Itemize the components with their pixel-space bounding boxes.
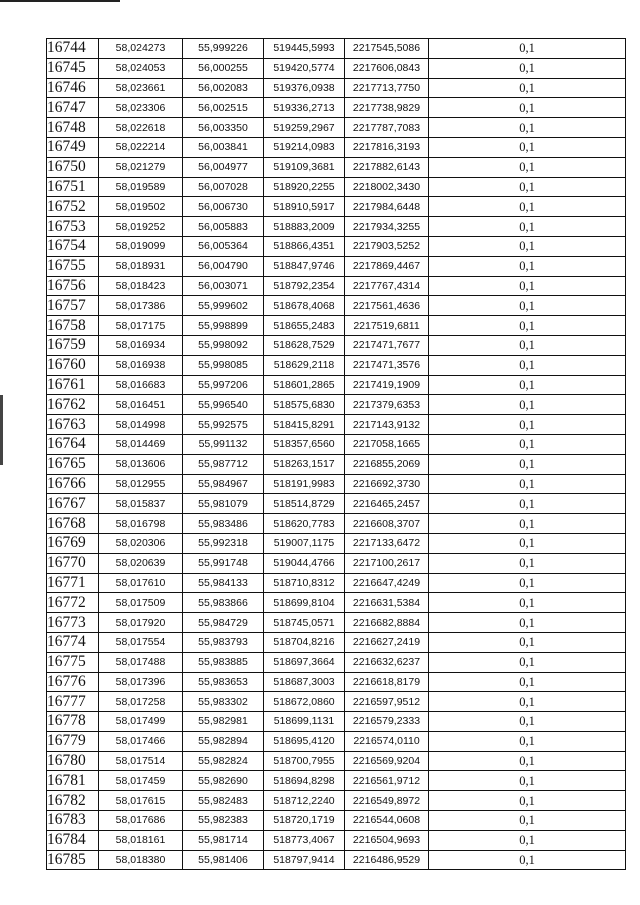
- y-coordinate-cell: 2216569,9204: [345, 751, 429, 771]
- point-number-cell: 16761: [47, 375, 99, 395]
- accuracy-cell: 0,1: [429, 811, 626, 831]
- x-coordinate-cell: 518745,0571: [264, 613, 345, 633]
- y-coordinate-cell: 2217100,2617: [345, 553, 429, 573]
- point-number-cell: 16753: [47, 217, 99, 237]
- table-row: [47, 811, 626, 831]
- accuracy-cell: 0,1: [429, 652, 626, 672]
- latitude-cell: 58,017686: [99, 811, 183, 831]
- latitude-cell: 58,014469: [99, 434, 183, 454]
- x-coordinate-cell: 518792,2354: [264, 276, 345, 296]
- latitude-cell: 58,017386: [99, 296, 183, 316]
- table-row: [47, 672, 626, 692]
- point-number-cell: 16772: [47, 593, 99, 613]
- table-row: [47, 771, 626, 791]
- y-coordinate-cell: 2218002,3430: [345, 177, 429, 197]
- y-coordinate-cell: 2216544,0608: [345, 811, 429, 831]
- longitude-cell: 56,002515: [183, 98, 264, 118]
- x-coordinate-cell: 519376,0938: [264, 78, 345, 98]
- point-number-cell: 16747: [47, 98, 99, 118]
- latitude-cell: 58,018161: [99, 830, 183, 850]
- longitude-cell: 56,002083: [183, 78, 264, 98]
- accuracy-cell: 0,1: [429, 514, 626, 534]
- x-coordinate-cell: 518678,4068: [264, 296, 345, 316]
- coordinates-table: [46, 38, 626, 870]
- y-coordinate-cell: 2217713,7750: [345, 78, 429, 98]
- accuracy-cell: 0,1: [429, 533, 626, 553]
- point-number-cell: 16768: [47, 514, 99, 534]
- y-coordinate-cell: 2216682,8884: [345, 613, 429, 633]
- latitude-cell: 58,017610: [99, 573, 183, 593]
- y-coordinate-cell: 2217767,4314: [345, 276, 429, 296]
- latitude-cell: 58,019589: [99, 177, 183, 197]
- y-coordinate-cell: 2217133,6472: [345, 533, 429, 553]
- table-row: [47, 118, 626, 138]
- x-coordinate-cell: 518910,5917: [264, 197, 345, 217]
- longitude-cell: 55,983302: [183, 692, 264, 712]
- table-row: [47, 474, 626, 494]
- x-coordinate-cell: 518695,4120: [264, 731, 345, 751]
- point-number-cell: 16780: [47, 751, 99, 771]
- y-coordinate-cell: 2217471,3576: [345, 355, 429, 375]
- latitude-cell: 58,017258: [99, 692, 183, 712]
- point-number-cell: 16750: [47, 157, 99, 177]
- point-number-cell: 16777: [47, 692, 99, 712]
- table-row: [47, 395, 626, 415]
- longitude-cell: 56,007028: [183, 177, 264, 197]
- x-coordinate-cell: 518712,2240: [264, 791, 345, 811]
- y-coordinate-cell: 2216627,2419: [345, 632, 429, 652]
- x-coordinate-cell: 518797,9414: [264, 850, 345, 870]
- accuracy-cell: 0,1: [429, 712, 626, 732]
- accuracy-cell: 0,1: [429, 236, 626, 256]
- accuracy-cell: 0,1: [429, 58, 626, 78]
- x-coordinate-cell: 518700,7955: [264, 751, 345, 771]
- longitude-cell: 55,996540: [183, 395, 264, 415]
- point-number-cell: 16754: [47, 236, 99, 256]
- point-number-cell: 16755: [47, 256, 99, 276]
- y-coordinate-cell: 2217816,3193: [345, 137, 429, 157]
- x-coordinate-cell: 518694,8298: [264, 771, 345, 791]
- y-coordinate-cell: 2216608,3707: [345, 514, 429, 534]
- x-coordinate-cell: 518710,8312: [264, 573, 345, 593]
- accuracy-cell: 0,1: [429, 296, 626, 316]
- accuracy-cell: 0,1: [429, 553, 626, 573]
- latitude-cell: 58,019502: [99, 197, 183, 217]
- table-row: [47, 375, 626, 395]
- point-number-cell: 16770: [47, 553, 99, 573]
- longitude-cell: 55,983486: [183, 514, 264, 534]
- x-coordinate-cell: 519336,2713: [264, 98, 345, 118]
- longitude-cell: 55,982383: [183, 811, 264, 831]
- table-row: [47, 78, 626, 98]
- point-number-cell: 16763: [47, 415, 99, 435]
- longitude-cell: 56,005364: [183, 236, 264, 256]
- table-row: [47, 454, 626, 474]
- point-number-cell: 16769: [47, 533, 99, 553]
- longitude-cell: 55,998899: [183, 316, 264, 336]
- table-row: [47, 751, 626, 771]
- x-coordinate-cell: 518191,9983: [264, 474, 345, 494]
- table-row: [47, 157, 626, 177]
- accuracy-cell: 0,1: [429, 454, 626, 474]
- x-coordinate-cell: 518883,2009: [264, 217, 345, 237]
- longitude-cell: 56,004790: [183, 256, 264, 276]
- latitude-cell: 58,023661: [99, 78, 183, 98]
- accuracy-cell: 0,1: [429, 256, 626, 276]
- latitude-cell: 58,017509: [99, 593, 183, 613]
- latitude-cell: 58,017396: [99, 672, 183, 692]
- table-row: [47, 573, 626, 593]
- longitude-cell: 55,983793: [183, 632, 264, 652]
- latitude-cell: 58,017554: [99, 632, 183, 652]
- point-number-cell: 16775: [47, 652, 99, 672]
- accuracy-cell: 0,1: [429, 771, 626, 791]
- longitude-cell: 55,982690: [183, 771, 264, 791]
- longitude-cell: 55,997206: [183, 375, 264, 395]
- accuracy-cell: 0,1: [429, 276, 626, 296]
- longitude-cell: 55,982483: [183, 791, 264, 811]
- longitude-cell: 55,984729: [183, 613, 264, 633]
- y-coordinate-cell: 2217882,6143: [345, 157, 429, 177]
- y-coordinate-cell: 2216504,9693: [345, 830, 429, 850]
- y-coordinate-cell: 2217934,3255: [345, 217, 429, 237]
- point-number-cell: 16774: [47, 632, 99, 652]
- y-coordinate-cell: 2217738,9829: [345, 98, 429, 118]
- latitude-cell: 58,022618: [99, 118, 183, 138]
- table-row: [47, 256, 626, 276]
- longitude-cell: 55,998085: [183, 355, 264, 375]
- longitude-cell: 55,984967: [183, 474, 264, 494]
- longitude-cell: 55,981406: [183, 850, 264, 870]
- latitude-cell: 58,018380: [99, 850, 183, 870]
- longitude-cell: 56,000255: [183, 58, 264, 78]
- x-coordinate-cell: 518601,2865: [264, 375, 345, 395]
- y-coordinate-cell: 2216618,8179: [345, 672, 429, 692]
- latitude-cell: 58,019099: [99, 236, 183, 256]
- table-row: [47, 593, 626, 613]
- point-number-cell: 16764: [47, 434, 99, 454]
- y-coordinate-cell: 2217519,6811: [345, 316, 429, 336]
- latitude-cell: 58,017466: [99, 731, 183, 751]
- x-coordinate-cell: 518514,8729: [264, 494, 345, 514]
- table-row: [47, 355, 626, 375]
- table-row: [47, 731, 626, 751]
- point-number-cell: 16781: [47, 771, 99, 791]
- table-row: [47, 39, 626, 59]
- latitude-cell: 58,016451: [99, 395, 183, 415]
- y-coordinate-cell: 2217379,6353: [345, 395, 429, 415]
- accuracy-cell: 0,1: [429, 118, 626, 138]
- longitude-cell: 55,999602: [183, 296, 264, 316]
- latitude-cell: 58,024053: [99, 58, 183, 78]
- x-coordinate-cell: 518704,8216: [264, 632, 345, 652]
- latitude-cell: 58,017615: [99, 791, 183, 811]
- longitude-cell: 55,999226: [183, 39, 264, 59]
- accuracy-cell: 0,1: [429, 474, 626, 494]
- point-number-cell: 16767: [47, 494, 99, 514]
- y-coordinate-cell: 2217058,1665: [345, 434, 429, 454]
- point-number-cell: 16762: [47, 395, 99, 415]
- x-coordinate-cell: 518629,2118: [264, 355, 345, 375]
- y-coordinate-cell: 2216632,6237: [345, 652, 429, 672]
- accuracy-cell: 0,1: [429, 217, 626, 237]
- latitude-cell: 58,012955: [99, 474, 183, 494]
- table-row: [47, 137, 626, 157]
- x-coordinate-cell: 518263,1517: [264, 454, 345, 474]
- x-coordinate-cell: 518655,2483: [264, 316, 345, 336]
- latitude-cell: 58,016683: [99, 375, 183, 395]
- point-number-cell: 16746: [47, 78, 99, 98]
- longitude-cell: 56,003071: [183, 276, 264, 296]
- longitude-cell: 55,982981: [183, 712, 264, 732]
- x-coordinate-cell: 519420,5774: [264, 58, 345, 78]
- accuracy-cell: 0,1: [429, 395, 626, 415]
- point-number-cell: 16759: [47, 335, 99, 355]
- margin-mark: [0, 395, 3, 465]
- table-row: [47, 296, 626, 316]
- x-coordinate-cell: 518672,0860: [264, 692, 345, 712]
- table-row: [47, 434, 626, 454]
- longitude-cell: 55,983653: [183, 672, 264, 692]
- longitude-cell: 56,003841: [183, 137, 264, 157]
- latitude-cell: 58,022214: [99, 137, 183, 157]
- y-coordinate-cell: 2217419,1909: [345, 375, 429, 395]
- latitude-cell: 58,017514: [99, 751, 183, 771]
- point-number-cell: 16766: [47, 474, 99, 494]
- accuracy-cell: 0,1: [429, 593, 626, 613]
- longitude-cell: 55,992318: [183, 533, 264, 553]
- point-number-cell: 16751: [47, 177, 99, 197]
- longitude-cell: 55,982824: [183, 751, 264, 771]
- table-row: [47, 197, 626, 217]
- accuracy-cell: 0,1: [429, 672, 626, 692]
- point-number-cell: 16757: [47, 296, 99, 316]
- point-number-cell: 16785: [47, 850, 99, 870]
- y-coordinate-cell: 2216597,9512: [345, 692, 429, 712]
- table-row: [47, 830, 626, 850]
- longitude-cell: 56,005883: [183, 217, 264, 237]
- y-coordinate-cell: 2216574,0110: [345, 731, 429, 751]
- accuracy-cell: 0,1: [429, 197, 626, 217]
- y-coordinate-cell: 2216647,4249: [345, 573, 429, 593]
- table-row: [47, 494, 626, 514]
- x-coordinate-cell: 518687,3003: [264, 672, 345, 692]
- table-row: [47, 58, 626, 78]
- accuracy-cell: 0,1: [429, 632, 626, 652]
- accuracy-cell: 0,1: [429, 375, 626, 395]
- latitude-cell: 58,020306: [99, 533, 183, 553]
- table-row: [47, 335, 626, 355]
- point-number-cell: 16758: [47, 316, 99, 336]
- latitude-cell: 58,013606: [99, 454, 183, 474]
- table-row: [47, 98, 626, 118]
- table-row: [47, 613, 626, 633]
- accuracy-cell: 0,1: [429, 751, 626, 771]
- latitude-cell: 58,021279: [99, 157, 183, 177]
- table-row: [47, 553, 626, 573]
- y-coordinate-cell: 2216855,2069: [345, 454, 429, 474]
- latitude-cell: 58,016938: [99, 355, 183, 375]
- accuracy-cell: 0,1: [429, 335, 626, 355]
- table-row: [47, 316, 626, 336]
- x-coordinate-cell: 518575,6830: [264, 395, 345, 415]
- table-row: [47, 692, 626, 712]
- y-coordinate-cell: 2216465,2457: [345, 494, 429, 514]
- y-coordinate-cell: 2217561,4636: [345, 296, 429, 316]
- y-coordinate-cell: 2217787,7083: [345, 118, 429, 138]
- table-row: [47, 652, 626, 672]
- accuracy-cell: 0,1: [429, 177, 626, 197]
- point-number-cell: 16752: [47, 197, 99, 217]
- point-number-cell: 16756: [47, 276, 99, 296]
- longitude-cell: 55,987712: [183, 454, 264, 474]
- longitude-cell: 55,982894: [183, 731, 264, 751]
- x-coordinate-cell: 519214,0983: [264, 137, 345, 157]
- x-coordinate-cell: 518620,7783: [264, 514, 345, 534]
- point-number-cell: 16771: [47, 573, 99, 593]
- table-row: [47, 632, 626, 652]
- latitude-cell: 58,018931: [99, 256, 183, 276]
- x-coordinate-cell: 518415,8291: [264, 415, 345, 435]
- latitude-cell: 58,023306: [99, 98, 183, 118]
- table-row: [47, 276, 626, 296]
- table-row: [47, 514, 626, 534]
- x-coordinate-cell: 519259,2967: [264, 118, 345, 138]
- longitude-cell: 56,004977: [183, 157, 264, 177]
- y-coordinate-cell: 2216631,5384: [345, 593, 429, 613]
- accuracy-cell: 0,1: [429, 692, 626, 712]
- longitude-cell: 55,998092: [183, 335, 264, 355]
- x-coordinate-cell: 518699,8104: [264, 593, 345, 613]
- longitude-cell: 55,991748: [183, 553, 264, 573]
- latitude-cell: 58,019252: [99, 217, 183, 237]
- coordinates-table-body: [47, 39, 626, 870]
- table-row: [47, 791, 626, 811]
- point-number-cell: 16760: [47, 355, 99, 375]
- latitude-cell: 58,018423: [99, 276, 183, 296]
- point-number-cell: 16748: [47, 118, 99, 138]
- latitude-cell: 58,017175: [99, 316, 183, 336]
- latitude-cell: 58,017920: [99, 613, 183, 633]
- table-row: [47, 236, 626, 256]
- longitude-cell: 56,006730: [183, 197, 264, 217]
- accuracy-cell: 0,1: [429, 157, 626, 177]
- accuracy-cell: 0,1: [429, 98, 626, 118]
- x-coordinate-cell: 518697,3664: [264, 652, 345, 672]
- accuracy-cell: 0,1: [429, 415, 626, 435]
- accuracy-cell: 0,1: [429, 355, 626, 375]
- latitude-cell: 58,017459: [99, 771, 183, 791]
- point-number-cell: 16745: [47, 58, 99, 78]
- accuracy-cell: 0,1: [429, 573, 626, 593]
- point-number-cell: 16783: [47, 811, 99, 831]
- accuracy-cell: 0,1: [429, 78, 626, 98]
- x-coordinate-cell: 519445,5993: [264, 39, 345, 59]
- y-coordinate-cell: 2217471,7677: [345, 335, 429, 355]
- y-coordinate-cell: 2217869,4467: [345, 256, 429, 276]
- accuracy-cell: 0,1: [429, 39, 626, 59]
- x-coordinate-cell: 518773,4067: [264, 830, 345, 850]
- x-coordinate-cell: 519007,1175: [264, 533, 345, 553]
- longitude-cell: 55,992575: [183, 415, 264, 435]
- y-coordinate-cell: 2217143,9132: [345, 415, 429, 435]
- table-row: [47, 217, 626, 237]
- y-coordinate-cell: 2216561,9712: [345, 771, 429, 791]
- accuracy-cell: 0,1: [429, 731, 626, 751]
- y-coordinate-cell: 2217984,6448: [345, 197, 429, 217]
- accuracy-cell: 0,1: [429, 137, 626, 157]
- y-coordinate-cell: 2216486,9529: [345, 850, 429, 870]
- point-number-cell: 16778: [47, 712, 99, 732]
- latitude-cell: 58,020639: [99, 553, 183, 573]
- longitude-cell: 55,991132: [183, 434, 264, 454]
- x-coordinate-cell: 518699,1131: [264, 712, 345, 732]
- table-row: [47, 415, 626, 435]
- y-coordinate-cell: 2217903,5252: [345, 236, 429, 256]
- x-coordinate-cell: 519044,4766: [264, 553, 345, 573]
- point-number-cell: 16782: [47, 791, 99, 811]
- point-number-cell: 16749: [47, 137, 99, 157]
- y-coordinate-cell: 2217606,0843: [345, 58, 429, 78]
- point-number-cell: 16776: [47, 672, 99, 692]
- x-coordinate-cell: 519109,3681: [264, 157, 345, 177]
- y-coordinate-cell: 2216692,3730: [345, 474, 429, 494]
- accuracy-cell: 0,1: [429, 791, 626, 811]
- accuracy-cell: 0,1: [429, 850, 626, 870]
- longitude-cell: 55,981714: [183, 830, 264, 850]
- latitude-cell: 58,017488: [99, 652, 183, 672]
- x-coordinate-cell: 518628,7529: [264, 335, 345, 355]
- x-coordinate-cell: 518720,1719: [264, 811, 345, 831]
- table-row: [47, 177, 626, 197]
- accuracy-cell: 0,1: [429, 316, 626, 336]
- point-number-cell: 16744: [47, 39, 99, 59]
- longitude-cell: 55,984133: [183, 573, 264, 593]
- table-row: [47, 712, 626, 732]
- latitude-cell: 58,016798: [99, 514, 183, 534]
- longitude-cell: 55,981079: [183, 494, 264, 514]
- x-coordinate-cell: 518866,4351: [264, 236, 345, 256]
- accuracy-cell: 0,1: [429, 494, 626, 514]
- latitude-cell: 58,017499: [99, 712, 183, 732]
- point-number-cell: 16779: [47, 731, 99, 751]
- y-coordinate-cell: 2216549,8972: [345, 791, 429, 811]
- accuracy-cell: 0,1: [429, 613, 626, 633]
- latitude-cell: 58,014998: [99, 415, 183, 435]
- table-row: [47, 850, 626, 870]
- x-coordinate-cell: 518847,9746: [264, 256, 345, 276]
- x-coordinate-cell: 518357,6560: [264, 434, 345, 454]
- header-rule: [0, 0, 120, 2]
- x-coordinate-cell: 518920,2255: [264, 177, 345, 197]
- longitude-cell: 56,003350: [183, 118, 264, 138]
- latitude-cell: 58,024273: [99, 39, 183, 59]
- accuracy-cell: 0,1: [429, 830, 626, 850]
- point-number-cell: 16784: [47, 830, 99, 850]
- accuracy-cell: 0,1: [429, 434, 626, 454]
- latitude-cell: 58,015837: [99, 494, 183, 514]
- y-coordinate-cell: 2217545,5086: [345, 39, 429, 59]
- table-row: [47, 533, 626, 553]
- longitude-cell: 55,983866: [183, 593, 264, 613]
- y-coordinate-cell: 2216579,2333: [345, 712, 429, 732]
- longitude-cell: 55,983885: [183, 652, 264, 672]
- latitude-cell: 58,016934: [99, 335, 183, 355]
- point-number-cell: 16773: [47, 613, 99, 633]
- point-number-cell: 16765: [47, 454, 99, 474]
